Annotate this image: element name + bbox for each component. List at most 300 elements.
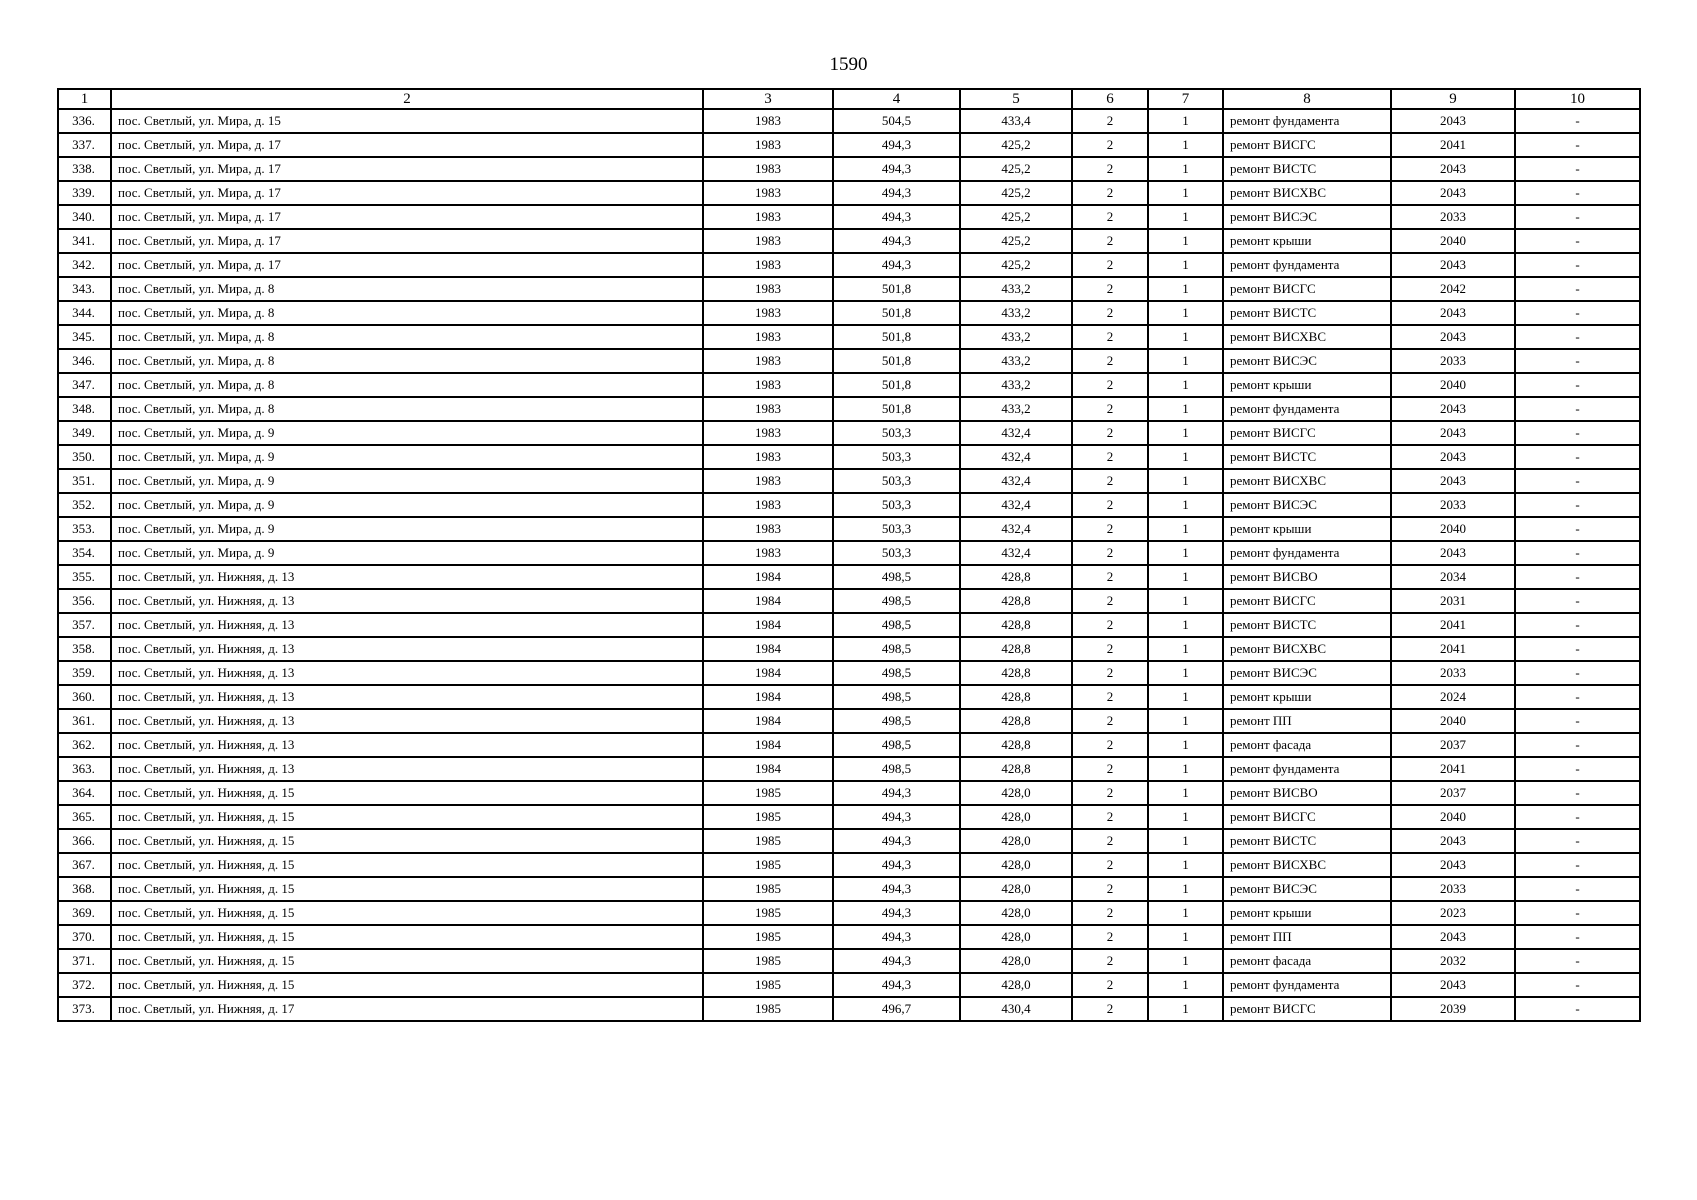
- cell-living-area: 432,4: [960, 421, 1072, 445]
- cell-row-number: 337.: [58, 133, 111, 157]
- cell-living-area: 433,2: [960, 397, 1072, 421]
- cell-living-area: 428,8: [960, 589, 1072, 613]
- cell-address: пос. Светлый, ул. Мира, д. 17: [111, 253, 703, 277]
- cell-address: пос. Светлый, ул. Нижняя, д. 15: [111, 829, 703, 853]
- cell-total-area: 503,3: [833, 469, 960, 493]
- cell-entrances: 1: [1148, 397, 1223, 421]
- cell-work-type: ремонт крыши: [1223, 229, 1391, 253]
- cell-planned-year: 2043: [1391, 541, 1515, 565]
- cell-floors: 2: [1072, 205, 1148, 229]
- cell-floors: 2: [1072, 349, 1148, 373]
- cell-address: пос. Светлый, ул. Нижняя, д. 15: [111, 925, 703, 949]
- cell-work-type: ремонт ВИСВО: [1223, 565, 1391, 589]
- cell-planned-year: 2034: [1391, 565, 1515, 589]
- cell-planned-year: 2037: [1391, 781, 1515, 805]
- cell-note: -: [1515, 661, 1640, 685]
- cell-living-area: 432,4: [960, 517, 1072, 541]
- cell-note: -: [1515, 637, 1640, 661]
- cell-year-built: 1985: [703, 901, 833, 925]
- cell-entrances: 1: [1148, 301, 1223, 325]
- cell-planned-year: 2043: [1391, 853, 1515, 877]
- cell-planned-year: 2041: [1391, 133, 1515, 157]
- cell-floors: 2: [1072, 925, 1148, 949]
- cell-year-built: 1983: [703, 517, 833, 541]
- cell-note: -: [1515, 109, 1640, 133]
- cell-planned-year: 2040: [1391, 805, 1515, 829]
- cell-note: -: [1515, 517, 1640, 541]
- cell-total-area: 501,8: [833, 349, 960, 373]
- cell-floors: 2: [1072, 877, 1148, 901]
- cell-total-area: 494,3: [833, 805, 960, 829]
- cell-entrances: 1: [1148, 229, 1223, 253]
- cell-address: пос. Светлый, ул. Нижняя, д. 13: [111, 589, 703, 613]
- cell-note: -: [1515, 253, 1640, 277]
- cell-living-area: 428,8: [960, 709, 1072, 733]
- cell-work-type: ремонт фасада: [1223, 733, 1391, 757]
- cell-year-built: 1985: [703, 973, 833, 997]
- cell-floors: 2: [1072, 397, 1148, 421]
- cell-entrances: 1: [1148, 157, 1223, 181]
- cell-year-built: 1984: [703, 565, 833, 589]
- cell-total-area: 503,3: [833, 445, 960, 469]
- cell-floors: 2: [1072, 829, 1148, 853]
- cell-year-built: 1983: [703, 157, 833, 181]
- cell-year-built: 1984: [703, 661, 833, 685]
- column-header-5: 5: [960, 89, 1072, 109]
- cell-floors: 2: [1072, 493, 1148, 517]
- cell-row-number: 339.: [58, 181, 111, 205]
- cell-address: пос. Светлый, ул. Нижняя, д. 13: [111, 613, 703, 637]
- cell-entrances: 1: [1148, 469, 1223, 493]
- cell-year-built: 1984: [703, 733, 833, 757]
- cell-row-number: 338.: [58, 157, 111, 181]
- cell-living-area: 433,2: [960, 277, 1072, 301]
- cell-note: -: [1515, 229, 1640, 253]
- cell-row-number: 340.: [58, 205, 111, 229]
- cell-work-type: ремонт крыши: [1223, 685, 1391, 709]
- cell-total-area: 494,3: [833, 973, 960, 997]
- cell-entrances: 1: [1148, 637, 1223, 661]
- cell-total-area: 494,3: [833, 925, 960, 949]
- column-header-10: 10: [1515, 89, 1640, 109]
- cell-total-area: 498,5: [833, 685, 960, 709]
- cell-total-area: 494,3: [833, 205, 960, 229]
- cell-address: пос. Светлый, ул. Мира, д. 8: [111, 397, 703, 421]
- cell-floors: 2: [1072, 637, 1148, 661]
- cell-planned-year: 2043: [1391, 829, 1515, 853]
- cell-year-built: 1983: [703, 277, 833, 301]
- cell-floors: 2: [1072, 781, 1148, 805]
- cell-address: пос. Светлый, ул. Нижняя, д. 15: [111, 853, 703, 877]
- cell-entrances: 1: [1148, 781, 1223, 805]
- cell-total-area: 498,5: [833, 637, 960, 661]
- cell-address: пос. Светлый, ул. Мира, д. 15: [111, 109, 703, 133]
- table-row: [58, 997, 1640, 1021]
- cell-living-area: 428,0: [960, 949, 1072, 973]
- table-row: [58, 541, 1640, 565]
- cell-living-area: 428,0: [960, 973, 1072, 997]
- cell-floors: 2: [1072, 109, 1148, 133]
- cell-total-area: 494,3: [833, 949, 960, 973]
- cell-planned-year: 2041: [1391, 613, 1515, 637]
- cell-entrances: 1: [1148, 877, 1223, 901]
- cell-living-area: 428,8: [960, 757, 1072, 781]
- cell-planned-year: 2043: [1391, 445, 1515, 469]
- cell-living-area: 433,2: [960, 301, 1072, 325]
- cell-total-area: 494,3: [833, 877, 960, 901]
- cell-living-area: 425,2: [960, 229, 1072, 253]
- cell-total-area: 501,8: [833, 373, 960, 397]
- cell-note: -: [1515, 853, 1640, 877]
- cell-row-number: 357.: [58, 613, 111, 637]
- cell-work-type: ремонт ВИСХВС: [1223, 325, 1391, 349]
- cell-work-type: ремонт ПП: [1223, 925, 1391, 949]
- cell-row-number: 346.: [58, 349, 111, 373]
- table-row: [58, 325, 1640, 349]
- cell-entrances: 1: [1148, 421, 1223, 445]
- cell-row-number: 360.: [58, 685, 111, 709]
- cell-work-type: ремонт ВИСЭС: [1223, 493, 1391, 517]
- table-row: [58, 685, 1640, 709]
- cell-row-number: 372.: [58, 973, 111, 997]
- cell-year-built: 1983: [703, 205, 833, 229]
- cell-row-number: 365.: [58, 805, 111, 829]
- cell-planned-year: 2037: [1391, 733, 1515, 757]
- cell-row-number: 368.: [58, 877, 111, 901]
- cell-floors: 2: [1072, 589, 1148, 613]
- cell-entrances: 1: [1148, 349, 1223, 373]
- cell-work-type: ремонт фундамента: [1223, 757, 1391, 781]
- cell-total-area: 503,3: [833, 517, 960, 541]
- cell-floors: 2: [1072, 757, 1148, 781]
- cell-note: -: [1515, 421, 1640, 445]
- cell-living-area: 428,8: [960, 637, 1072, 661]
- cell-total-area: 503,3: [833, 421, 960, 445]
- cell-note: -: [1515, 325, 1640, 349]
- cell-row-number: 351.: [58, 469, 111, 493]
- cell-address: пос. Светлый, ул. Нижняя, д. 13: [111, 709, 703, 733]
- cell-floors: 2: [1072, 709, 1148, 733]
- cell-floors: 2: [1072, 229, 1148, 253]
- cell-total-area: 496,7: [833, 997, 960, 1021]
- cell-year-built: 1985: [703, 877, 833, 901]
- cell-year-built: 1985: [703, 949, 833, 973]
- cell-note: -: [1515, 373, 1640, 397]
- cell-work-type: ремонт фундамента: [1223, 397, 1391, 421]
- cell-planned-year: 2040: [1391, 373, 1515, 397]
- cell-floors: 2: [1072, 997, 1148, 1021]
- cell-row-number: 369.: [58, 901, 111, 925]
- cell-planned-year: 2043: [1391, 397, 1515, 421]
- cell-address: пос. Светлый, ул. Нижняя, д. 15: [111, 949, 703, 973]
- cell-work-type: ремонт фасада: [1223, 949, 1391, 973]
- table-row: [58, 901, 1640, 925]
- cell-living-area: 428,0: [960, 901, 1072, 925]
- cell-total-area: 498,5: [833, 757, 960, 781]
- table-row: [58, 661, 1640, 685]
- cell-row-number: 347.: [58, 373, 111, 397]
- cell-planned-year: 2040: [1391, 517, 1515, 541]
- cell-address: пос. Светлый, ул. Нижняя, д. 15: [111, 877, 703, 901]
- cell-note: -: [1515, 829, 1640, 853]
- cell-planned-year: 2043: [1391, 109, 1515, 133]
- table-row: [58, 445, 1640, 469]
- cell-row-number: 356.: [58, 589, 111, 613]
- cell-total-area: 494,3: [833, 853, 960, 877]
- cell-note: -: [1515, 613, 1640, 637]
- cell-year-built: 1983: [703, 421, 833, 445]
- cell-address: пос. Светлый, ул. Нижняя, д. 13: [111, 565, 703, 589]
- cell-floors: 2: [1072, 277, 1148, 301]
- cell-floors: 2: [1072, 901, 1148, 925]
- cell-note: -: [1515, 949, 1640, 973]
- cell-row-number: 362.: [58, 733, 111, 757]
- table-row: [58, 829, 1640, 853]
- cell-entrances: 1: [1148, 805, 1223, 829]
- cell-address: пос. Светлый, ул. Мира, д. 8: [111, 325, 703, 349]
- cell-year-built: 1983: [703, 445, 833, 469]
- cell-note: -: [1515, 589, 1640, 613]
- cell-row-number: 371.: [58, 949, 111, 973]
- table-row: [58, 301, 1640, 325]
- cell-living-area: 425,2: [960, 205, 1072, 229]
- cell-year-built: 1985: [703, 781, 833, 805]
- table-row: [58, 157, 1640, 181]
- cell-planned-year: 2043: [1391, 181, 1515, 205]
- cell-entrances: 1: [1148, 685, 1223, 709]
- table-row: [58, 757, 1640, 781]
- cell-planned-year: 2033: [1391, 205, 1515, 229]
- cell-entrances: 1: [1148, 997, 1223, 1021]
- cell-entrances: 1: [1148, 829, 1223, 853]
- cell-row-number: 367.: [58, 853, 111, 877]
- cell-work-type: ремонт ВИСВО: [1223, 781, 1391, 805]
- cell-floors: 2: [1072, 133, 1148, 157]
- cell-entrances: 1: [1148, 973, 1223, 997]
- cell-total-area: 498,5: [833, 565, 960, 589]
- cell-address: пос. Светлый, ул. Мира, д. 9: [111, 541, 703, 565]
- table-row: [58, 205, 1640, 229]
- cell-address: пос. Светлый, ул. Мира, д. 9: [111, 517, 703, 541]
- table-row: [58, 637, 1640, 661]
- cell-entrances: 1: [1148, 565, 1223, 589]
- cell-living-area: 425,2: [960, 181, 1072, 205]
- cell-entrances: 1: [1148, 517, 1223, 541]
- cell-row-number: 353.: [58, 517, 111, 541]
- cell-row-number: 344.: [58, 301, 111, 325]
- cell-total-area: 504,5: [833, 109, 960, 133]
- cell-work-type: ремонт ВИСЭС: [1223, 661, 1391, 685]
- cell-entrances: 1: [1148, 901, 1223, 925]
- cell-address: пос. Светлый, ул. Нижняя, д. 13: [111, 637, 703, 661]
- work-schedule-table: [57, 88, 1641, 1022]
- cell-year-built: 1983: [703, 541, 833, 565]
- cell-note: -: [1515, 709, 1640, 733]
- cell-planned-year: 2032: [1391, 949, 1515, 973]
- cell-year-built: 1984: [703, 685, 833, 709]
- cell-work-type: ремонт ВИСГС: [1223, 133, 1391, 157]
- cell-work-type: ремонт ВИСТС: [1223, 157, 1391, 181]
- table-row: [58, 805, 1640, 829]
- cell-note: -: [1515, 901, 1640, 925]
- cell-total-area: 503,3: [833, 493, 960, 517]
- cell-address: пос. Светлый, ул. Нижняя, д. 13: [111, 733, 703, 757]
- cell-address: пос. Светлый, ул. Нижняя, д. 15: [111, 781, 703, 805]
- cell-entrances: 1: [1148, 277, 1223, 301]
- cell-work-type: ремонт ВИСХВС: [1223, 181, 1391, 205]
- cell-work-type: ремонт крыши: [1223, 373, 1391, 397]
- cell-note: -: [1515, 877, 1640, 901]
- cell-planned-year: 2043: [1391, 925, 1515, 949]
- cell-work-type: ремонт ВИСГС: [1223, 589, 1391, 613]
- cell-work-type: ремонт ВИСХВС: [1223, 637, 1391, 661]
- cell-note: -: [1515, 565, 1640, 589]
- cell-row-number: 361.: [58, 709, 111, 733]
- cell-floors: 2: [1072, 181, 1148, 205]
- cell-floors: 2: [1072, 157, 1148, 181]
- cell-total-area: 498,5: [833, 589, 960, 613]
- cell-entrances: 1: [1148, 661, 1223, 685]
- column-header-7: 7: [1148, 89, 1223, 109]
- cell-entrances: 1: [1148, 181, 1223, 205]
- cell-row-number: 364.: [58, 781, 111, 805]
- cell-row-number: 350.: [58, 445, 111, 469]
- cell-entrances: 1: [1148, 925, 1223, 949]
- cell-note: -: [1515, 277, 1640, 301]
- cell-row-number: 352.: [58, 493, 111, 517]
- cell-row-number: 342.: [58, 253, 111, 277]
- cell-floors: 2: [1072, 469, 1148, 493]
- cell-total-area: 494,3: [833, 829, 960, 853]
- cell-living-area: 428,0: [960, 853, 1072, 877]
- cell-planned-year: 2041: [1391, 637, 1515, 661]
- table-row: [58, 565, 1640, 589]
- cell-year-built: 1984: [703, 637, 833, 661]
- page-number: 1590: [829, 54, 868, 75]
- table-row: [58, 421, 1640, 445]
- cell-work-type: ремонт ВИСХВС: [1223, 469, 1391, 493]
- cell-floors: 2: [1072, 325, 1148, 349]
- cell-floors: 2: [1072, 661, 1148, 685]
- cell-living-area: 428,0: [960, 877, 1072, 901]
- cell-living-area: 428,0: [960, 925, 1072, 949]
- cell-work-type: ремонт ВИСЭС: [1223, 877, 1391, 901]
- cell-address: пос. Светлый, ул. Мира, д. 17: [111, 157, 703, 181]
- cell-address: пос. Светлый, ул. Мира, д. 8: [111, 301, 703, 325]
- cell-address: пос. Светлый, ул. Мира, д. 8: [111, 373, 703, 397]
- cell-planned-year: 2043: [1391, 253, 1515, 277]
- cell-note: -: [1515, 733, 1640, 757]
- cell-row-number: 359.: [58, 661, 111, 685]
- cell-floors: 2: [1072, 973, 1148, 997]
- table-row: [58, 949, 1640, 973]
- cell-address: пос. Светлый, ул. Нижняя, д. 15: [111, 973, 703, 997]
- cell-work-type: ремонт ВИСГС: [1223, 997, 1391, 1021]
- column-header-2: 2: [111, 89, 703, 109]
- cell-year-built: 1983: [703, 469, 833, 493]
- cell-note: -: [1515, 133, 1640, 157]
- cell-address: пос. Светлый, ул. Нижняя, д. 15: [111, 901, 703, 925]
- cell-total-area: 494,3: [833, 253, 960, 277]
- table-row: [58, 613, 1640, 637]
- cell-planned-year: 2042: [1391, 277, 1515, 301]
- cell-total-area: 494,3: [833, 781, 960, 805]
- cell-note: -: [1515, 397, 1640, 421]
- cell-year-built: 1983: [703, 397, 833, 421]
- cell-entrances: 1: [1148, 253, 1223, 277]
- cell-total-area: 498,5: [833, 733, 960, 757]
- cell-entrances: 1: [1148, 709, 1223, 733]
- cell-year-built: 1985: [703, 829, 833, 853]
- cell-total-area: 501,8: [833, 325, 960, 349]
- cell-year-built: 1983: [703, 349, 833, 373]
- cell-note: -: [1515, 781, 1640, 805]
- cell-floors: 2: [1072, 421, 1148, 445]
- table-row: [58, 493, 1640, 517]
- cell-entrances: 1: [1148, 325, 1223, 349]
- cell-year-built: 1983: [703, 301, 833, 325]
- cell-address: пос. Светлый, ул. Нижняя, д. 13: [111, 661, 703, 685]
- cell-note: -: [1515, 157, 1640, 181]
- cell-total-area: 494,3: [833, 901, 960, 925]
- table-row: [58, 373, 1640, 397]
- table-row: [58, 853, 1640, 877]
- cell-floors: 2: [1072, 253, 1148, 277]
- cell-total-area: 501,8: [833, 397, 960, 421]
- cell-planned-year: 2043: [1391, 469, 1515, 493]
- table-row: [58, 733, 1640, 757]
- cell-total-area: 498,5: [833, 661, 960, 685]
- cell-row-number: 363.: [58, 757, 111, 781]
- cell-work-type: ремонт крыши: [1223, 517, 1391, 541]
- cell-entrances: 1: [1148, 445, 1223, 469]
- table-row: [58, 349, 1640, 373]
- cell-address: пос. Светлый, ул. Мира, д. 17: [111, 181, 703, 205]
- cell-row-number: 343.: [58, 277, 111, 301]
- cell-note: -: [1515, 445, 1640, 469]
- table-row: [58, 133, 1640, 157]
- cell-year-built: 1983: [703, 133, 833, 157]
- cell-planned-year: 2043: [1391, 421, 1515, 445]
- cell-work-type: ремонт ПП: [1223, 709, 1391, 733]
- cell-row-number: 345.: [58, 325, 111, 349]
- cell-floors: 2: [1072, 733, 1148, 757]
- cell-planned-year: 2033: [1391, 349, 1515, 373]
- table-row: [58, 229, 1640, 253]
- cell-floors: 2: [1072, 445, 1148, 469]
- cell-note: -: [1515, 349, 1640, 373]
- cell-year-built: 1983: [703, 229, 833, 253]
- cell-total-area: 501,8: [833, 301, 960, 325]
- cell-floors: 2: [1072, 373, 1148, 397]
- cell-work-type: ремонт ВИСТС: [1223, 301, 1391, 325]
- cell-row-number: 358.: [58, 637, 111, 661]
- cell-year-built: 1984: [703, 757, 833, 781]
- cell-entrances: 1: [1148, 373, 1223, 397]
- cell-planned-year: 2040: [1391, 709, 1515, 733]
- cell-work-type: ремонт ВИСТС: [1223, 829, 1391, 853]
- cell-living-area: 428,8: [960, 613, 1072, 637]
- cell-row-number: 373.: [58, 997, 111, 1021]
- cell-address: пос. Светлый, ул. Мира, д. 9: [111, 421, 703, 445]
- cell-floors: 2: [1072, 805, 1148, 829]
- column-header-8: 8: [1223, 89, 1391, 109]
- cell-living-area: 425,2: [960, 133, 1072, 157]
- cell-address: пос. Светлый, ул. Мира, д. 9: [111, 445, 703, 469]
- cell-planned-year: 2031: [1391, 589, 1515, 613]
- header-row: [58, 89, 1640, 109]
- cell-year-built: 1984: [703, 709, 833, 733]
